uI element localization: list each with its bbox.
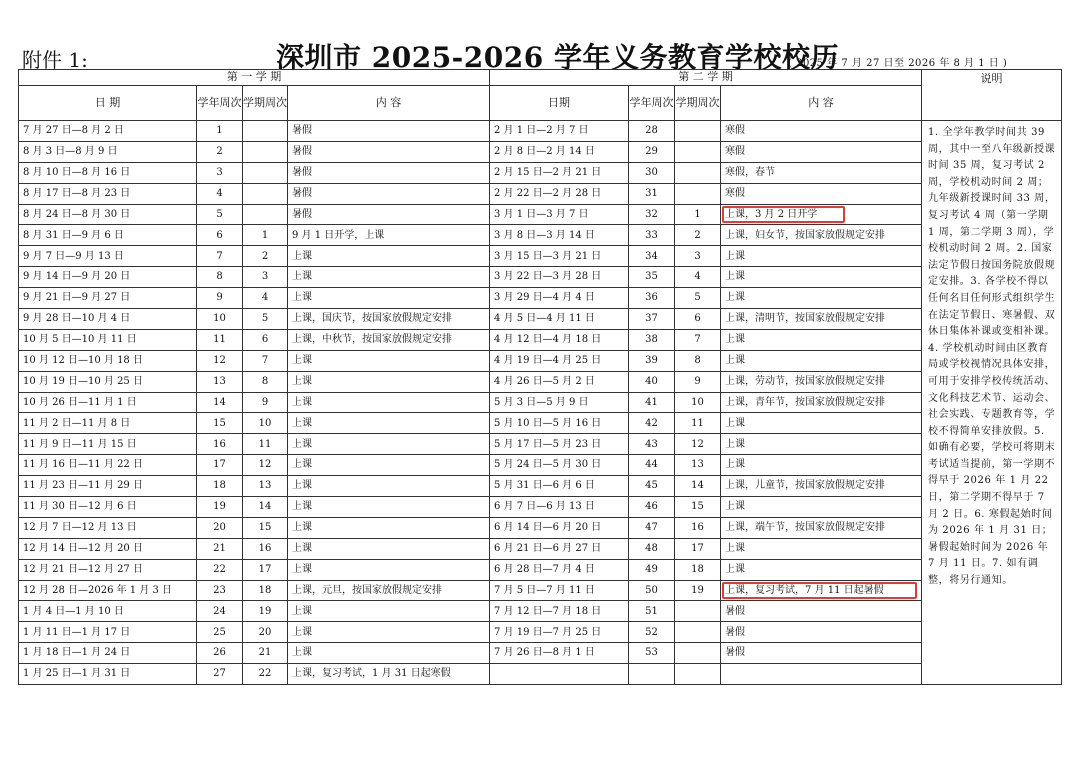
sem1-school-week: 5 [197, 204, 243, 225]
sem1-content: 上课 [288, 392, 490, 413]
sem2-content: 寒假 [721, 183, 922, 204]
sem1-term-week: 18 [243, 580, 288, 601]
sem1-term-week: 1 [243, 225, 288, 246]
sem2-date: 7 月 19 日—7 月 25 日 [490, 622, 629, 643]
sem1-date: 8 月 31 日—9 月 6 日 [19, 225, 197, 246]
table-row [19, 288, 1062, 309]
sem2-school-week: 29 [629, 141, 675, 162]
sem1-content: 上课，中秋节，按国家放假规定安排 [288, 329, 490, 350]
table-row [19, 162, 1062, 183]
sem2-school-week: 50 [629, 580, 675, 601]
sem1-school-week: 10 [197, 309, 243, 330]
col-content-1: 内 容 [288, 86, 490, 121]
sem2-term-week [675, 162, 721, 183]
table-row [19, 392, 1062, 413]
sem1-date: 8 月 24 日—8 月 30 日 [19, 204, 197, 225]
sem1-term-week: 3 [243, 267, 288, 288]
table-row [19, 434, 1062, 455]
sem2-term-week: 4 [675, 267, 721, 288]
sem1-content: 上课 [288, 538, 490, 559]
sem2-content: 上课 [721, 538, 922, 559]
semester-header-row [19, 70, 1062, 86]
sem1-content: 上课 [288, 371, 490, 392]
sem1-term-week: 12 [243, 455, 288, 476]
sem1-date: 12 月 14 日—12 月 20 日 [19, 538, 197, 559]
sem1-term-week [243, 204, 288, 225]
sem2-content [721, 580, 922, 601]
sem2-school-week: 39 [629, 350, 675, 371]
sem2-content: 上课 [721, 288, 922, 309]
sem2-date: 4 月 12 日—4 月 18 日 [490, 329, 629, 350]
sem1-content: 上课 [288, 476, 490, 497]
sem2-term-week: 19 [675, 580, 721, 601]
sem1-content: 上课 [288, 434, 490, 455]
sem2-content: 上课 [721, 329, 922, 350]
sem1-content: 暑假 [288, 204, 490, 225]
sem2-term-week: 15 [675, 497, 721, 518]
sem2-date: 3 月 29 日—4 月 4 日 [490, 288, 629, 309]
col-date-2: 日期 [490, 86, 629, 121]
sem1-content: 上课 [288, 288, 490, 309]
sem1-date: 1 月 18 日—1 月 24 日 [19, 643, 197, 664]
sem1-school-week: 6 [197, 225, 243, 246]
sem1-school-week: 15 [197, 413, 243, 434]
sem1-term-week: 16 [243, 538, 288, 559]
notes-text: 1. 全学年教学时间共 39 周，其中一至八年级新授课时间 35 周，复习考试 2 周，学校机动时间 2 周；九年级新授课时间 33 周，复习考试 4 周（第一学期 1 周，第二学期 3 周），学校机动时间 2 周。2. 国家法定节假日按国务院放假规定安排。3. 各学校不得以任何名目任何形式组织学生在法定节假日、寒暑假、双休日集体补课或变相补课。4. 学校机动时间由区教育局或学校视情况具体安排，可用于安排学校传统活动、文化科技艺术节、运动会、社会实践、专题教育等，学校不得简单安排放假。5. 如确有必要，学校可将期末考试适当提前，第一学期不得早于 2026 年 1 月 22 日，第二学期不得早于 7 月 2 日。6. 寒假起始时间为 2026 年 1 月 31 日；暑假起始时间为 2026 年 7 月 11 日。7. 如有调整，将另行通知。 [922, 121, 1062, 685]
sem1-content: 上课 [288, 517, 490, 538]
sem1-content: 上课 [288, 601, 490, 622]
sem1-date: 11 月 2 日—11 月 8 日 [19, 413, 197, 434]
sem2-school-week: 47 [629, 517, 675, 538]
col-term-week-1: 学期周次 [243, 86, 288, 121]
table-row [19, 350, 1062, 371]
sem2-school-week: 37 [629, 309, 675, 330]
table-row [19, 371, 1062, 392]
sem1-content: 上课 [288, 497, 490, 518]
sem1-school-week: 7 [197, 246, 243, 267]
sem1-date: 8 月 17 日—8 月 23 日 [19, 183, 197, 204]
sem1-date: 9 月 21 日—9 月 27 日 [19, 288, 197, 309]
notes-title: 说明 [922, 70, 1062, 121]
sem1-content: 上课，元旦，按国家放假规定安排 [288, 580, 490, 601]
table-row [19, 664, 1062, 685]
page-title: 深圳市 2025-2026 学年义务教育学校校历 [276, 41, 839, 74]
sem2-term-week: 2 [675, 225, 721, 246]
sem1-term-week: 13 [243, 476, 288, 497]
sem2-date: 5 月 31 日—6 月 6 日 [490, 476, 629, 497]
sem2-date: 2 月 22 日—2 月 28 日 [490, 183, 629, 204]
table-row [19, 267, 1062, 288]
sem2-content: 上课，清明节，按国家放假规定安排 [721, 309, 922, 330]
sem2-date: 3 月 8 日—3 月 14 日 [490, 225, 629, 246]
table-row [19, 559, 1062, 580]
sem1-content: 上课 [288, 350, 490, 371]
sem2-term-week: 1 [675, 204, 721, 225]
sem1-school-week: 8 [197, 267, 243, 288]
sem1-term-week: 2 [243, 246, 288, 267]
sem2-content: 上课，儿童节，按国家放假规定安排 [721, 476, 922, 497]
sem1-date: 1 月 25 日—1 月 31 日 [19, 664, 197, 685]
sem2-date: 7 月 12 日—7 月 18 日 [490, 601, 629, 622]
sem1-school-week: 1 [197, 121, 243, 142]
sem2-date: 3 月 1 日—3 月 7 日 [490, 204, 629, 225]
sem2-school-week: 34 [629, 246, 675, 267]
sem1-term-week: 10 [243, 413, 288, 434]
sem2-content: 暑假 [721, 601, 922, 622]
sem2-date: 6 月 28 日—7 月 4 日 [490, 559, 629, 580]
sem2-school-week: 33 [629, 225, 675, 246]
sem1-school-week: 11 [197, 329, 243, 350]
table-row [19, 476, 1062, 497]
sem2-school-week: 40 [629, 371, 675, 392]
sem1-date: 12 月 21 日—12 月 27 日 [19, 559, 197, 580]
sem2-date: 3 月 22 日—3 月 28 日 [490, 267, 629, 288]
table-row [19, 329, 1062, 350]
sem1-term-week: 14 [243, 497, 288, 518]
sem2-school-week: 41 [629, 392, 675, 413]
sem2-date: 5 月 17 日—5 月 23 日 [490, 434, 629, 455]
sem1-term-week: 19 [243, 601, 288, 622]
sem2-term-week: 3 [675, 246, 721, 267]
sem1-date: 1 月 11 日—1 月 17 日 [19, 622, 197, 643]
sem2-date: 6 月 14 日—6 月 20 日 [490, 517, 629, 538]
sem1-date: 8 月 10 日—8 月 16 日 [19, 162, 197, 183]
page-subtitle: ( 2025 年 7 月 27 日至 2026 年 8 月 1 日 ) [788, 58, 1008, 69]
sem2-date: 6 月 7 日—6 月 13 日 [490, 497, 629, 518]
sem1-content: 上课 [288, 413, 490, 434]
table-row [19, 121, 1062, 142]
sem1-content: 暑假 [288, 162, 490, 183]
sem2-date: 5 月 3 日—5 月 9 日 [490, 392, 629, 413]
table-row [19, 455, 1062, 476]
sem1-date: 11 月 30 日—12 月 6 日 [19, 497, 197, 518]
sem1-school-week: 19 [197, 497, 243, 518]
sem2-content: 上课，端午节，按国家放假规定安排 [721, 517, 922, 538]
col-term-week-2: 学期周次 [675, 86, 721, 121]
sem2-term-week: 12 [675, 434, 721, 455]
sem1-school-week: 16 [197, 434, 243, 455]
sem1-term-week: 15 [243, 517, 288, 538]
sem1-content: 上课 [288, 455, 490, 476]
sem2-content: 上课 [721, 434, 922, 455]
sem1-date: 12 月 28 日—2026 年 1 月 3 日 [19, 580, 197, 601]
sem1-date: 10 月 26 日—11 月 1 日 [19, 392, 197, 413]
sem1-content: 上课 [288, 622, 490, 643]
sem1-term-week: 4 [243, 288, 288, 309]
sem2-date: 5 月 24 日—5 月 30 日 [490, 455, 629, 476]
sem1-term-week: 6 [243, 329, 288, 350]
sem1-content: 上课 [288, 267, 490, 288]
sem2-term-week: 6 [675, 309, 721, 330]
column-header-row [19, 86, 1062, 121]
sem1-date: 8 月 3 日—8 月 9 日 [19, 141, 197, 162]
sem2-date: 7 月 5 日—7 月 11 日 [490, 580, 629, 601]
sem1-school-week: 26 [197, 643, 243, 664]
sem2-school-week: 48 [629, 538, 675, 559]
sem1-term-week: 21 [243, 643, 288, 664]
table-row [19, 225, 1062, 246]
sem2-date [490, 664, 629, 685]
sem1-term-week: 11 [243, 434, 288, 455]
sem1-term-week: 5 [243, 309, 288, 330]
sem1-date: 11 月 16 日—11 月 22 日 [19, 455, 197, 476]
sem2-content [721, 664, 922, 685]
sem2-content: 上课 [721, 267, 922, 288]
sem1-school-week: 25 [197, 622, 243, 643]
sem2-term-week: 9 [675, 371, 721, 392]
table-row [19, 497, 1062, 518]
sem2-content: 寒假，春节 [721, 162, 922, 183]
sem2-school-week: 32 [629, 204, 675, 225]
table-row [19, 246, 1062, 267]
sem2-date: 4 月 19 日—4 月 25 日 [490, 350, 629, 371]
sem2-term-week: 14 [675, 476, 721, 497]
sem1-school-week: 12 [197, 350, 243, 371]
sem2-school-week: 46 [629, 497, 675, 518]
col-date-1: 日 期 [19, 86, 197, 121]
col-content-2: 内 容 [721, 86, 922, 121]
sem2-school-week: 42 [629, 413, 675, 434]
sem2-school-week: 45 [629, 476, 675, 497]
sem1-school-week: 2 [197, 141, 243, 162]
sem2-term-week [675, 121, 721, 142]
sem1-term-week: 22 [243, 664, 288, 685]
sem1-date: 10 月 19 日—10 月 25 日 [19, 371, 197, 392]
sem2-date: 2 月 1 日—2 月 7 日 [490, 121, 629, 142]
sem2-content: 上课 [721, 497, 922, 518]
sem2-term-week: 10 [675, 392, 721, 413]
sem2-content: 上课，青年节，按国家放假规定安排 [721, 392, 922, 413]
sem2-date: 6 月 21 日—6 月 27 日 [490, 538, 629, 559]
sem1-school-week: 13 [197, 371, 243, 392]
sem2-school-week: 30 [629, 162, 675, 183]
sem2-term-week: 16 [675, 517, 721, 538]
sem2-content [721, 204, 922, 225]
sem1-content: 暑假 [288, 183, 490, 204]
sem2-term-week: 13 [675, 455, 721, 476]
school-calendar-table [18, 69, 1062, 685]
table-row [19, 538, 1062, 559]
sem1-content: 暑假 [288, 141, 490, 162]
semester-2-title: 第 二 学 期 [490, 70, 922, 86]
sem2-content: 上课，妇女节，按国家放假规定安排 [721, 225, 922, 246]
sem2-school-week: 31 [629, 183, 675, 204]
sem2-content: 寒假 [721, 121, 922, 142]
sem1-term-week: 17 [243, 559, 288, 580]
sem2-school-week: 49 [629, 559, 675, 580]
sem2-term-week [675, 622, 721, 643]
sem1-term-week: 9 [243, 392, 288, 413]
sem1-term-week: 8 [243, 371, 288, 392]
sem1-date: 10 月 12 日—10 月 18 日 [19, 350, 197, 371]
sem2-date: 3 月 15 日—3 月 21 日 [490, 246, 629, 267]
sem2-term-week [675, 141, 721, 162]
sem2-school-week: 51 [629, 601, 675, 622]
sem2-date: 2 月 8 日—2 月 14 日 [490, 141, 629, 162]
sem2-term-week: 18 [675, 559, 721, 580]
sem1-school-week: 24 [197, 601, 243, 622]
sem1-term-week [243, 183, 288, 204]
sem1-term-week [243, 121, 288, 142]
sem1-content: 上课 [288, 559, 490, 580]
table-row [19, 309, 1062, 330]
table-row [19, 141, 1062, 162]
sem2-content: 暑假 [721, 622, 922, 643]
sem1-date: 10 月 5 日—10 月 11 日 [19, 329, 197, 350]
sem1-school-week: 4 [197, 183, 243, 204]
sem2-term-week: 7 [675, 329, 721, 350]
sem2-date: 2 月 15 日—2 月 21 日 [490, 162, 629, 183]
sem1-content: 上课 [288, 246, 490, 267]
sem1-term-week [243, 162, 288, 183]
sem2-content: 寒假 [721, 141, 922, 162]
sem2-content: 上课 [721, 350, 922, 371]
sem2-term-week: 8 [675, 350, 721, 371]
sem1-term-week: 20 [243, 622, 288, 643]
sem2-term-week: 5 [675, 288, 721, 309]
sem1-school-week: 14 [197, 392, 243, 413]
sem2-content: 上课 [721, 246, 922, 267]
table-row [19, 622, 1062, 643]
sem2-content: 上课，劳动节，按国家放假规定安排 [721, 371, 922, 392]
sem1-content: 9 月 1 日开学，上课 [288, 225, 490, 246]
sem1-content: 上课，复习考试，1 月 31 日起寒假 [288, 664, 490, 685]
sem2-school-week: 36 [629, 288, 675, 309]
sem2-date: 7 月 26 日—8 月 1 日 [490, 643, 629, 664]
col-school-week-1: 学年周次 [197, 86, 243, 121]
sem1-school-week: 20 [197, 517, 243, 538]
sem2-term-week [675, 643, 721, 664]
sem2-content: 上课 [721, 455, 922, 476]
sem1-date: 1 月 4 日—1 月 10 日 [19, 601, 197, 622]
sem2-school-week: 28 [629, 121, 675, 142]
sem1-term-week [243, 141, 288, 162]
sem1-school-week: 21 [197, 538, 243, 559]
sem1-date: 9 月 28 日—10 月 4 日 [19, 309, 197, 330]
sem1-date: 9 月 7 日—9 月 13 日 [19, 246, 197, 267]
cell-text: 上课，复习考试，7 月 11 日起暑假 [725, 584, 884, 596]
sem2-term-week [675, 664, 721, 685]
table-row [19, 517, 1062, 538]
sem2-term-week [675, 601, 721, 622]
sem2-term-week [675, 183, 721, 204]
sem1-date: 11 月 9 日—11 月 15 日 [19, 434, 197, 455]
sem1-date: 12 月 7 日—12 月 13 日 [19, 517, 197, 538]
table-row [19, 601, 1062, 622]
sem2-term-week: 11 [675, 413, 721, 434]
highlight-box [722, 582, 917, 600]
sem2-school-week: 43 [629, 434, 675, 455]
sem1-date: 9 月 14 日—9 月 20 日 [19, 267, 197, 288]
sem1-school-week: 23 [197, 580, 243, 601]
sem1-term-week: 7 [243, 350, 288, 371]
sem1-content: 上课 [288, 643, 490, 664]
table-row [19, 204, 1062, 225]
sem1-school-week: 22 [197, 559, 243, 580]
sem2-date: 4 月 5 日—4 月 11 日 [490, 309, 629, 330]
sem2-school-week: 44 [629, 455, 675, 476]
sem2-term-week: 17 [675, 538, 721, 559]
sem2-school-week: 35 [629, 267, 675, 288]
col-school-week-2: 学年周次 [629, 86, 675, 121]
sem2-content: 暑假 [721, 643, 922, 664]
semester-1-title: 第 一 学 期 [19, 70, 490, 86]
sem1-content: 暑假 [288, 121, 490, 142]
sem1-school-week: 27 [197, 664, 243, 685]
sem2-date: 4 月 26 日—5 月 2 日 [490, 371, 629, 392]
table-row [19, 183, 1062, 204]
table-row [19, 413, 1062, 434]
sem1-content: 上课，国庆节，按国家放假规定安排 [288, 309, 490, 330]
sem2-date: 5 月 10 日—5 月 16 日 [490, 413, 629, 434]
sem1-school-week: 9 [197, 288, 243, 309]
sem1-school-week: 17 [197, 455, 243, 476]
sem2-school-week: 52 [629, 622, 675, 643]
sem1-date: 7 月 27 日—8 月 2 日 [19, 121, 197, 142]
table-row [19, 580, 1062, 601]
sem1-school-week: 18 [197, 476, 243, 497]
sem2-content: 上课 [721, 559, 922, 580]
attachment-label: 附件 1: [22, 48, 88, 72]
sem2-content: 上课 [721, 413, 922, 434]
cell-text: 上课，3 月 2 日开学 [725, 208, 818, 220]
table-row [19, 643, 1062, 664]
highlight-box [722, 206, 845, 224]
sem1-date: 11 月 23 日—11 月 29 日 [19, 476, 197, 497]
sem2-school-week: 53 [629, 643, 675, 664]
sem2-school-week [629, 664, 675, 685]
sem2-school-week: 38 [629, 329, 675, 350]
sem1-school-week: 3 [197, 162, 243, 183]
